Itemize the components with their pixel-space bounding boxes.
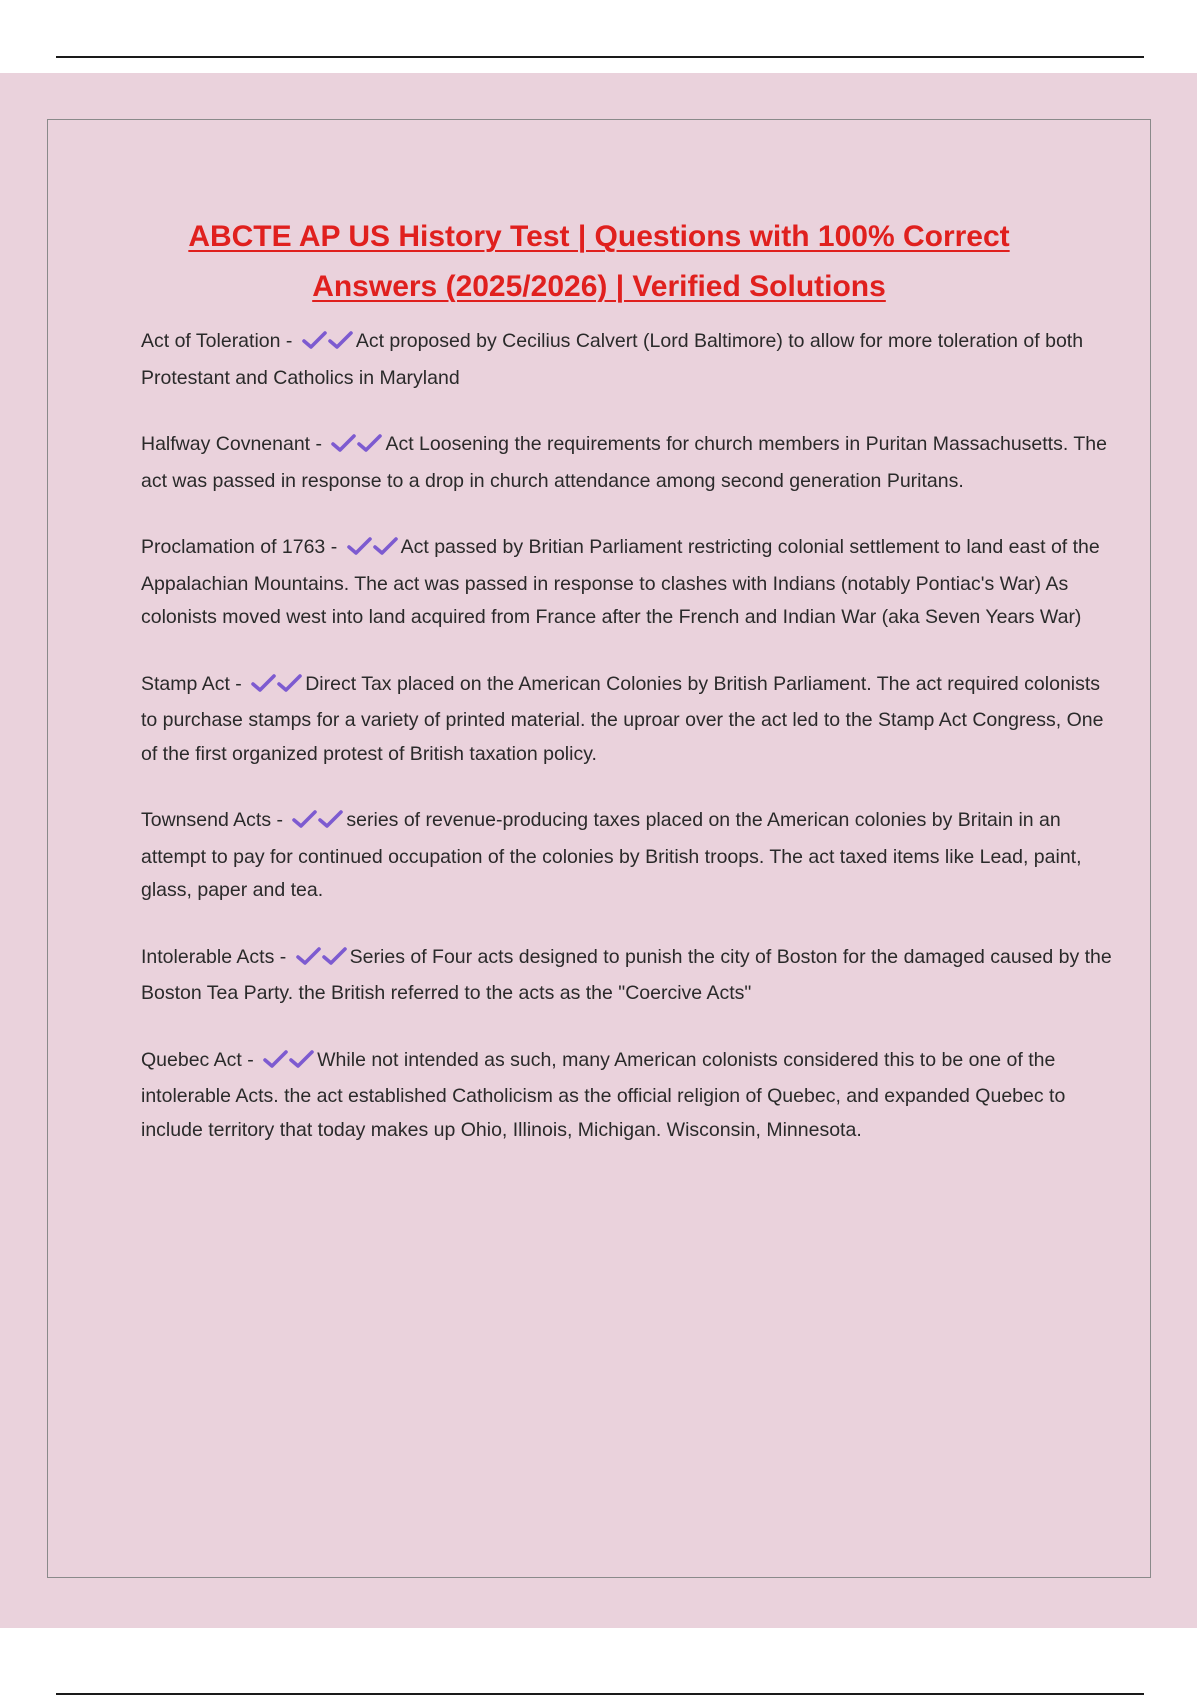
double-check-icon: [331, 431, 383, 465]
footer-rule: [56, 1693, 1144, 1695]
double-check-icon: [292, 807, 344, 841]
entry-definition: While not intended as such, many American colonists considered this to be one of the intolerable Acts. the act established Catholicism as the official religion of Quebec, and expanded Quebec to include territory that today makes up Ohio, Illinois, Michigan. Wisconsin, Minnesota.: [141, 1048, 1066, 1141]
double-check-icon: [302, 328, 354, 362]
entry-item: [141, 325, 1121, 395]
entry-list: [141, 325, 1121, 1147]
entry-item: [141, 1044, 1121, 1148]
entry-item: [141, 531, 1121, 635]
entry-item: [141, 941, 1121, 1011]
entry-item: [141, 668, 1121, 772]
entry-item: [141, 804, 1121, 908]
entry-definition: Direct Tax placed on the American Colonies by British Parliament. The act required colonists to purchase stamps for a variety of printed material. the uproar over the act led to the Stamp Act Congress, One of the first organized protest of British taxation policy.: [141, 672, 1104, 765]
entry-term: Townsend Acts -: [141, 809, 283, 831]
entry-term: Halfway Covnenant -: [141, 433, 323, 455]
title-line-1: ABCTE AP US History Test | Questions with 100% Correct: [188, 220, 1010, 253]
entry-term: Proclamation of 1763 -: [141, 536, 338, 558]
double-check-icon: [251, 671, 303, 705]
entry-definition: Act proposed by Cecilius Calvert (Lord Baltimore) to allow for more toleration of both Protestant and Catholics in Maryland: [141, 330, 1084, 389]
entry-definition: Act Loosening the requirements for church members in Puritan Massachusetts. The act was passed in response to a drop in church attendance among second generation Puritans.: [141, 433, 1107, 492]
entry-term: Intolerable Acts -: [141, 945, 287, 968]
entry-definition: Series of Four acts designed to punish the city of Boston for the damaged caused by the Boston Tea Party. the British referred to the acts as the "Coercive Acts": [141, 945, 1112, 1004]
title-line-2: Answers (2025/2026) | Verified Solutions: [312, 270, 886, 303]
document-title: [48, 212, 1150, 312]
entry-definition: series of revenue-producing taxes placed on the American colonies by Britain in an attempt to pay for continued occupation of the colonies by British troops. The act taxed items like Lead, paint, glass, paper and tea.: [141, 809, 1082, 901]
double-check-icon: [347, 534, 399, 568]
header-rule: [56, 56, 1144, 58]
content-frame: [47, 119, 1151, 1578]
entry-term: Stamp Act -: [141, 672, 242, 695]
entry-term: Act of Toleration -: [141, 330, 293, 352]
double-check-icon: [263, 1047, 315, 1081]
entry-item: [141, 428, 1121, 498]
page-background: [0, 73, 1197, 1628]
entry-term: Quebec Act -: [141, 1048, 254, 1071]
entry-definition: Act passed by Britian Parliament restricting colonial settlement to land east of the Appalachian Mountains. The act was passed in response to clashes with Indians (notably Pontiac's War) As colonists moved west into land acquired from France after the French and Indian War (aka Seven Years War): [141, 536, 1100, 628]
double-check-icon: [296, 944, 348, 978]
